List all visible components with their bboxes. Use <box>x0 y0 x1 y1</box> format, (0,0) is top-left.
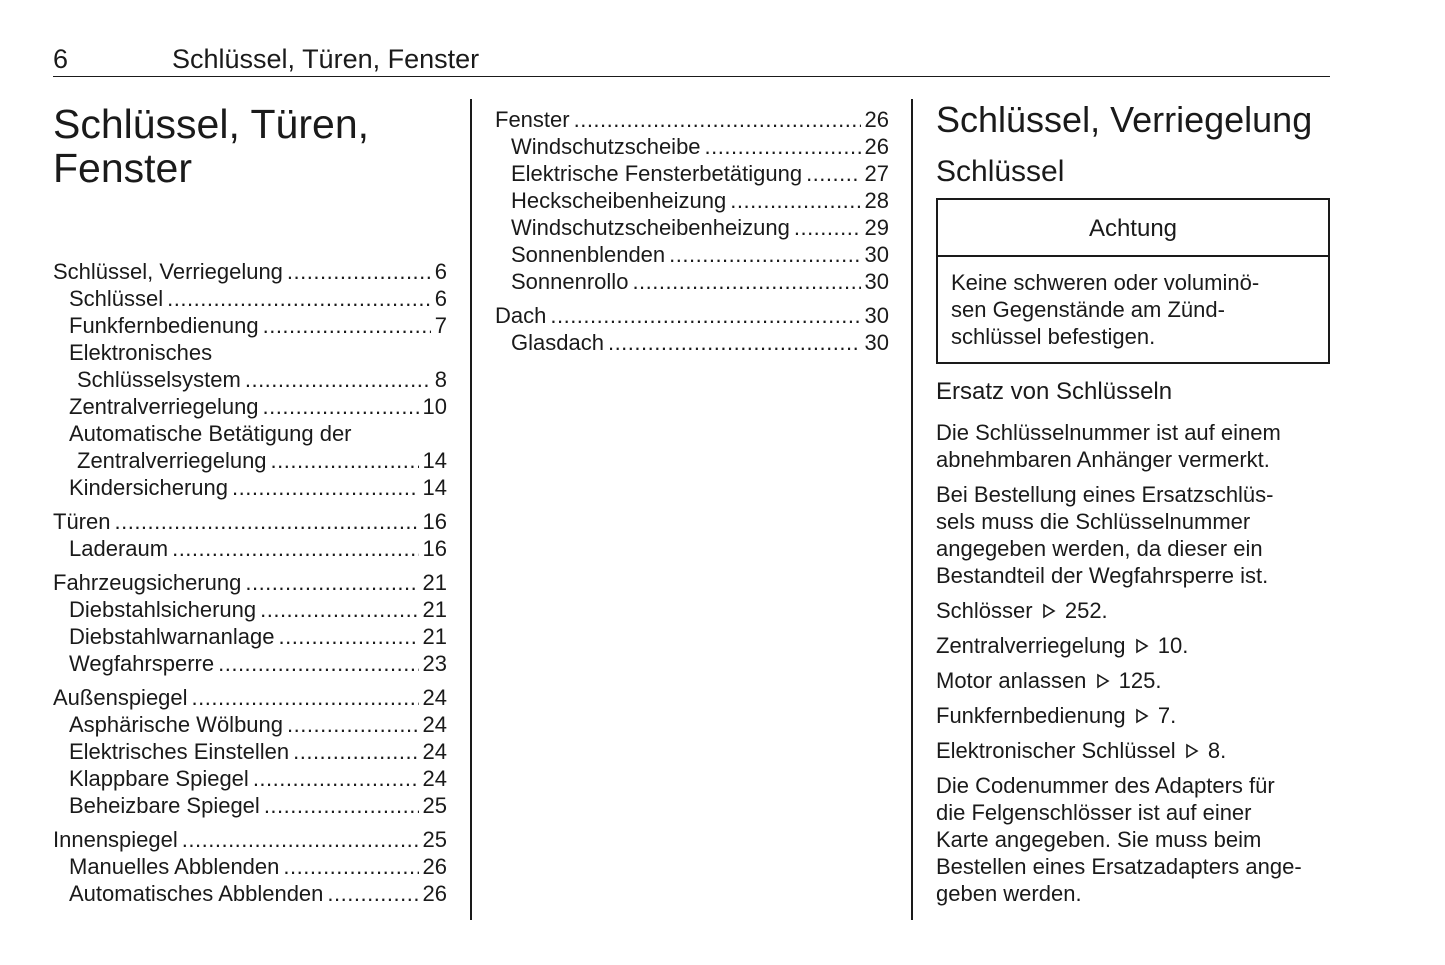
reference-page: 125. <box>1118 668 1162 693</box>
cross-reference-link[interactable] <box>936 667 1330 694</box>
toc-page-number: 26 <box>864 134 889 159</box>
reference-page: 8. <box>1207 738 1227 763</box>
toc-leader-dots <box>608 329 861 356</box>
page-reference-arrow-icon <box>1039 597 1059 624</box>
toc-entry[interactable] <box>53 258 447 285</box>
toc-entry-label: Kindersicherung <box>69 475 228 500</box>
column-divider-right <box>911 99 913 920</box>
warning-title: Achtung <box>938 200 1328 257</box>
toc-leader-dots <box>794 214 861 241</box>
toc-entry-label: Zentralverriegelung <box>69 394 259 419</box>
toc-page-number: 29 <box>864 215 889 240</box>
toc-leader-dots <box>669 241 860 268</box>
toc-entry[interactable] <box>53 684 447 711</box>
toc-entry[interactable] <box>53 339 447 366</box>
reference-label: Zentralverriegelung <box>936 633 1126 658</box>
toc-entry[interactable] <box>53 285 447 312</box>
toc-entry-label: Sonnenrollo <box>511 269 629 294</box>
toc-page-number: 28 <box>864 188 889 213</box>
text-line: Karte angegeben. Sie muss beim <box>936 827 1262 852</box>
toc-leader-dots <box>293 738 418 765</box>
section-title: Schlüssel, Verriegelung <box>936 99 1313 140</box>
toc-entry-label: Dach <box>495 303 547 328</box>
toc-leader-dots <box>287 711 419 738</box>
warning-line: schlüssel befestigen. <box>951 324 1156 349</box>
toc-page-number: 30 <box>864 242 889 267</box>
toc-entry-label: Türen <box>53 509 111 534</box>
toc-column-1 <box>53 102 447 914</box>
toc-leader-dots <box>182 826 419 853</box>
toc-entry-label: Klappbare Spiegel <box>69 766 249 791</box>
toc-page-number: 25 <box>422 793 447 818</box>
toc-section <box>495 302 889 356</box>
toc-leader-dots <box>271 447 419 474</box>
text-line: Bestandteil der Wegfahrsperre ist. <box>936 563 1269 588</box>
paragraph-adapter-code <box>936 772 1330 907</box>
toc-leader-dots <box>167 285 431 312</box>
toc-entry[interactable] <box>53 711 447 738</box>
toc-entry-label: Windschutzscheibe <box>511 134 701 159</box>
toc-page-number: 14 <box>422 475 447 500</box>
toc-entry-label: Glasdach <box>511 330 604 355</box>
toc-entry[interactable] <box>53 853 447 880</box>
toc-page-number: 26 <box>864 107 889 132</box>
toc-page-number: 16 <box>422 536 447 561</box>
toc-entry[interactable] <box>53 420 447 447</box>
toc-leader-dots <box>263 393 419 420</box>
toc-entry[interactable] <box>53 474 447 501</box>
column-divider-left <box>470 99 472 920</box>
text-line: Die Codenummer des Adapters für <box>936 773 1275 798</box>
toc-leader-dots <box>232 474 419 501</box>
cross-reference-link[interactable] <box>936 737 1330 764</box>
toc-leader-dots <box>327 880 418 907</box>
subsection-title: Schlüssel <box>936 155 1065 188</box>
toc-entry-label: Automatisches Abblenden <box>69 881 324 906</box>
text-line: Bei Bestellung eines Ersatzschlüs- <box>936 482 1274 507</box>
content-column <box>936 98 1330 915</box>
text-line: die Felgenschlösser ist auf einer <box>936 800 1252 825</box>
toc-page-number: 24 <box>422 712 447 737</box>
toc-entry-label: Fahrzeugsicherung <box>53 570 242 595</box>
text-line: sels muss die Schlüsselnummer <box>936 509 1251 534</box>
toc-leader-dots <box>114 508 418 535</box>
toc-leader-dots <box>550 302 860 329</box>
toc-entry[interactable] <box>53 792 447 819</box>
toc-entry-label: Laderaum <box>69 536 169 561</box>
warning-box <box>936 198 1330 364</box>
toc-entry[interactable] <box>495 214 889 241</box>
toc-entry-label: Manuelles Abblenden <box>69 854 280 879</box>
table-of-contents <box>53 258 447 907</box>
toc-entry[interactable] <box>495 160 889 187</box>
warning-line: Keine schweren oder voluminö- <box>951 270 1260 295</box>
toc-entry[interactable] <box>53 880 447 907</box>
toc-section <box>53 826 447 907</box>
warning-text <box>938 257 1328 362</box>
toc-leader-dots <box>263 312 431 339</box>
toc-entry[interactable] <box>53 826 447 853</box>
toc-section <box>53 258 447 501</box>
toc-entry[interactable] <box>495 187 889 214</box>
toc-entry[interactable] <box>53 393 447 420</box>
toc-leader-dots <box>264 792 419 819</box>
page-reference-arrow-icon <box>1132 702 1152 729</box>
toc-entry-label: Wegfahrsperre <box>69 651 215 676</box>
cross-references <box>936 597 1330 764</box>
text-line: angegeben werden, da dieser ein <box>936 536 1263 561</box>
text-line: geben werden. <box>936 881 1082 906</box>
toc-entry-label: Automatische Betätigung der <box>69 421 352 446</box>
page-reference-arrow-icon <box>1093 667 1113 694</box>
toc-leader-dots <box>278 623 418 650</box>
toc-entry[interactable] <box>495 329 889 356</box>
toc-leader-dots <box>253 765 419 792</box>
toc-entry[interactable] <box>53 738 447 765</box>
toc-entry[interactable] <box>53 508 447 535</box>
reference-page: 7. <box>1157 703 1177 728</box>
toc-entry-label: Schlüsselsystem <box>77 367 241 392</box>
toc-entry-label: Elektrisches Einstellen <box>69 739 290 764</box>
cross-reference-link[interactable] <box>936 702 1330 729</box>
toc-leader-dots <box>245 366 431 393</box>
reference-page: 252. <box>1064 598 1108 623</box>
toc-page-number: 7 <box>434 313 447 338</box>
toc-entry[interactable] <box>495 268 889 295</box>
reference-label: Elektronischer Schlüssel <box>936 738 1176 763</box>
toc-entry[interactable] <box>53 765 447 792</box>
toc-page-number: 24 <box>422 766 447 791</box>
cross-reference-link[interactable] <box>936 632 1330 659</box>
toc-entry-label: Windschutzscheibenheizung <box>511 215 790 240</box>
page-reference-arrow-icon <box>1132 632 1152 659</box>
toc-page-number: 30 <box>864 269 889 294</box>
toc-leader-dots <box>283 853 418 880</box>
toc-leader-dots <box>260 596 418 623</box>
toc-section <box>53 684 447 819</box>
toc-entry-label: Elektrische Fensterbetätigung <box>511 161 803 186</box>
toc-entry-label: Schlüssel, Verriegelung <box>53 259 283 284</box>
toc-entry-label: Fenster <box>495 107 570 132</box>
text-line: Die Schlüsselnummer ist auf einem <box>936 420 1281 445</box>
paragraph-ordering <box>936 481 1330 589</box>
toc-entry-label: Funkfernbedienung <box>69 313 259 338</box>
chapter-title-line2: Fenster <box>53 145 192 191</box>
paragraph-key-number <box>936 419 1330 473</box>
toc-page-number: 14 <box>422 448 447 473</box>
toc-entry[interactable] <box>495 133 889 160</box>
toc-page-number: 26 <box>422 854 447 879</box>
reference-label: Motor anlassen <box>936 668 1087 693</box>
toc-entry-label: Sonnenblenden <box>511 242 666 267</box>
toc-leader-dots <box>574 106 861 133</box>
toc-page-number: 6 <box>434 286 447 311</box>
toc-section <box>53 508 447 562</box>
toc-entry[interactable] <box>53 447 447 474</box>
reference-label: Schlösser <box>936 598 1033 623</box>
toc-leader-dots <box>806 160 860 187</box>
toc-page-number: 26 <box>422 881 447 906</box>
toc-entry-label: Heckscheibenheizung <box>511 188 727 213</box>
toc-entry[interactable] <box>495 302 889 329</box>
toc-leader-dots <box>192 684 419 711</box>
toc-page-number: 30 <box>864 330 889 355</box>
page-header <box>53 38 1330 77</box>
reference-page: 10. <box>1157 633 1189 658</box>
toc-entry[interactable] <box>495 241 889 268</box>
toc-entry[interactable] <box>53 366 447 393</box>
toc-page-number: 21 <box>422 624 447 649</box>
toc-leader-dots <box>730 187 860 214</box>
toc-page-number: 30 <box>864 303 889 328</box>
toc-page-number: 23 <box>422 651 447 676</box>
toc-page-number: 10 <box>422 394 447 419</box>
toc-entry[interactable] <box>53 596 447 623</box>
toc-leader-dots <box>287 258 431 285</box>
toc-entry[interactable] <box>53 623 447 650</box>
running-title: Schlüssel, Türen, Fenster <box>172 44 480 74</box>
toc-entry-label: Innenspiegel <box>53 827 178 852</box>
text-line: Bestellen eines Ersatzadapters ange- <box>936 854 1302 879</box>
toc-entry[interactable] <box>53 535 447 562</box>
chapter-title <box>53 102 447 190</box>
toc-page-number: 25 <box>422 827 447 852</box>
toc-entry[interactable] <box>495 106 889 133</box>
toc-page-number: 24 <box>422 739 447 764</box>
page-reference-arrow-icon <box>1182 737 1202 764</box>
toc-page-number: 21 <box>422 597 447 622</box>
toc-page-number: 24 <box>422 685 447 710</box>
toc-leader-dots <box>245 569 418 596</box>
reference-label: Funkfernbedienung <box>936 703 1126 728</box>
toc-entry[interactable] <box>53 312 447 339</box>
chapter-title-line1: Schlüssel, Türen, <box>53 101 370 147</box>
toc-page-number: 27 <box>864 161 889 186</box>
subheading-spare-keys: Ersatz von Schlüsseln <box>936 378 1173 405</box>
warning-line: sen Gegenstände am Zünd- <box>951 297 1225 322</box>
toc-page-number: 16 <box>422 509 447 534</box>
text-line: abnehmbaren Anhänger vermerkt. <box>936 447 1270 472</box>
toc-entry[interactable] <box>53 650 447 677</box>
toc-entry-label: Diebstahlwarnanlage <box>69 624 275 649</box>
toc-entry[interactable] <box>53 569 447 596</box>
toc-entry-label: Schlüssel <box>69 286 164 311</box>
toc-leader-dots <box>632 268 860 295</box>
toc-entry-label: Asphärische Wölbung <box>69 712 284 737</box>
toc-section <box>53 569 447 677</box>
page-number: 6 <box>53 44 69 74</box>
toc-entry-label: Diebstahlsicherung <box>69 597 257 622</box>
toc-page-number: 8 <box>434 367 447 392</box>
toc-page-number: 6 <box>434 259 447 284</box>
table-of-contents-continued <box>495 106 889 356</box>
toc-column-2 <box>495 106 889 363</box>
toc-entry-label: Außenspiegel <box>53 685 188 710</box>
toc-leader-dots <box>705 133 861 160</box>
toc-leader-dots <box>218 650 418 677</box>
toc-leader-dots <box>172 535 418 562</box>
toc-page-number: 21 <box>422 570 447 595</box>
toc-entry-label: Elektronisches <box>69 340 213 365</box>
toc-section <box>495 106 889 295</box>
toc-entry-label: Zentralverriegelung <box>77 448 267 473</box>
toc-entry-label: Beheizbare Spiegel <box>69 793 260 818</box>
cross-reference-link[interactable] <box>936 597 1330 624</box>
